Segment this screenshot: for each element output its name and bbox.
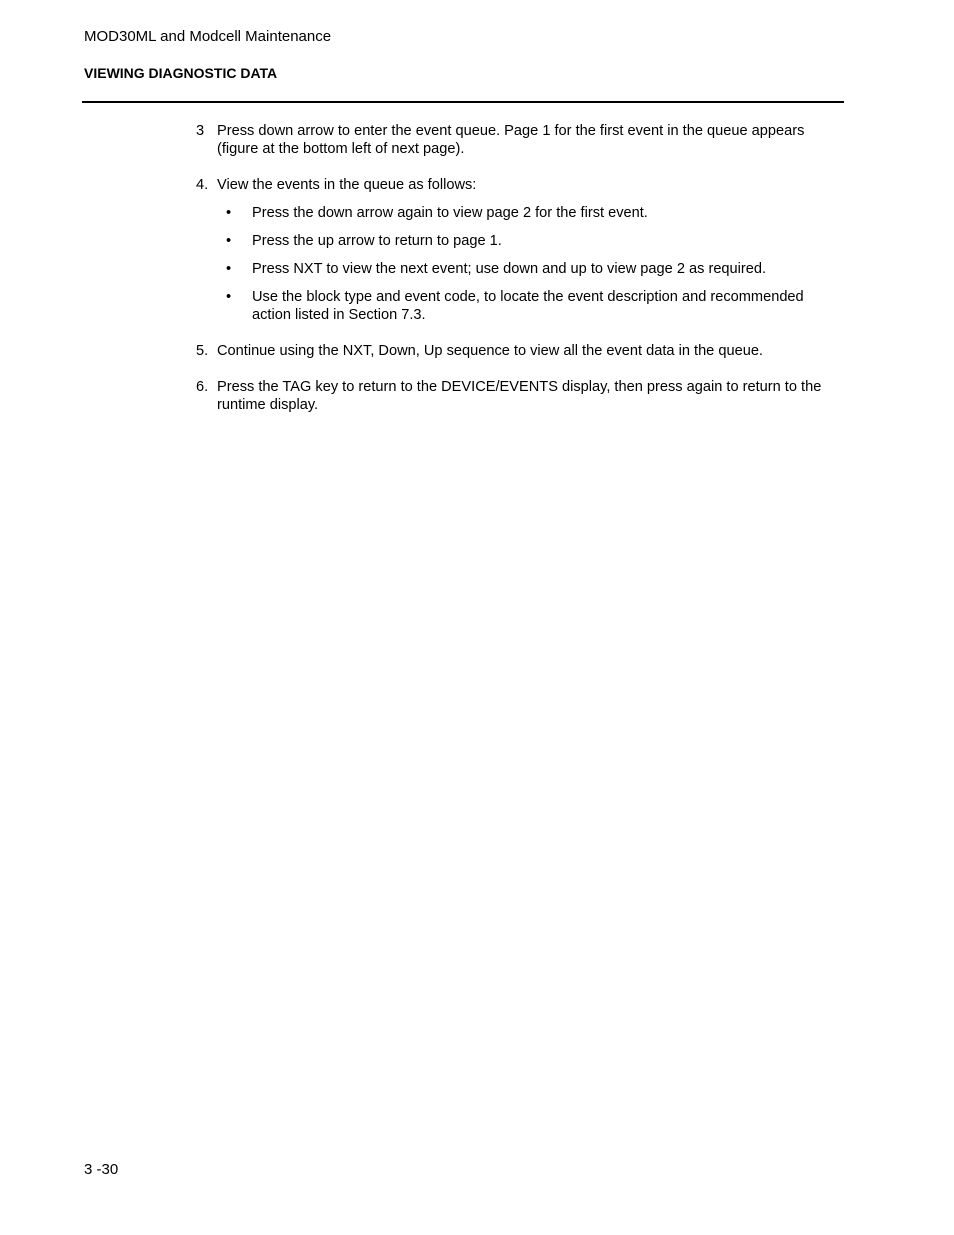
list-item-text: Press the up arrow to return to page 1.	[252, 233, 502, 249]
step-body	[217, 176, 846, 324]
step-text: Press down arrow to enter the event queue. Page 1 for the first event in the queue appears (figure at the bottom left of next page).	[217, 123, 805, 157]
bullet-icon: •	[226, 289, 232, 305]
list-item-text: Use the block type and event code, to locate the event description and recommended action listed in Section 7.3.	[252, 289, 804, 323]
page-number: 3 -30	[84, 1161, 119, 1178]
list-item	[217, 204, 846, 222]
step-number: 6.	[196, 379, 209, 395]
section-heading: VIEWING DIAGNOSTIC DATA	[84, 65, 278, 81]
list-item	[217, 232, 846, 250]
bullet-icon: •	[226, 205, 232, 221]
step-6	[196, 378, 846, 414]
list-item-text: Press the down arrow again to view page 2 for the first event.	[252, 205, 648, 221]
step-number: 4.	[196, 177, 209, 193]
step-5	[196, 342, 846, 360]
list-item	[217, 288, 846, 324]
step-text: View the events in the queue as follows:	[217, 177, 477, 193]
bullet-list	[217, 204, 846, 324]
instruction-steps	[196, 122, 846, 432]
list-item	[217, 260, 846, 278]
step-number: 3	[196, 123, 205, 139]
list-item-text: Press NXT to view the next event; use down and up to view page 2 as required.	[252, 261, 767, 277]
step-4	[196, 176, 846, 324]
step-3	[196, 122, 846, 158]
step-text: Press the TAG key to return to the DEVICE/EVENTS display, then press again to return to the runtime display.	[217, 379, 822, 413]
step-number: 5.	[196, 343, 209, 359]
bullet-icon: •	[226, 233, 232, 249]
bullet-icon: •	[226, 261, 232, 277]
header-divider	[82, 101, 844, 103]
step-text: Continue using the NXT, Down, Up sequence to view all the event data in the queue.	[217, 343, 763, 359]
document-title: MOD30ML and Modcell Maintenance	[84, 28, 332, 45]
